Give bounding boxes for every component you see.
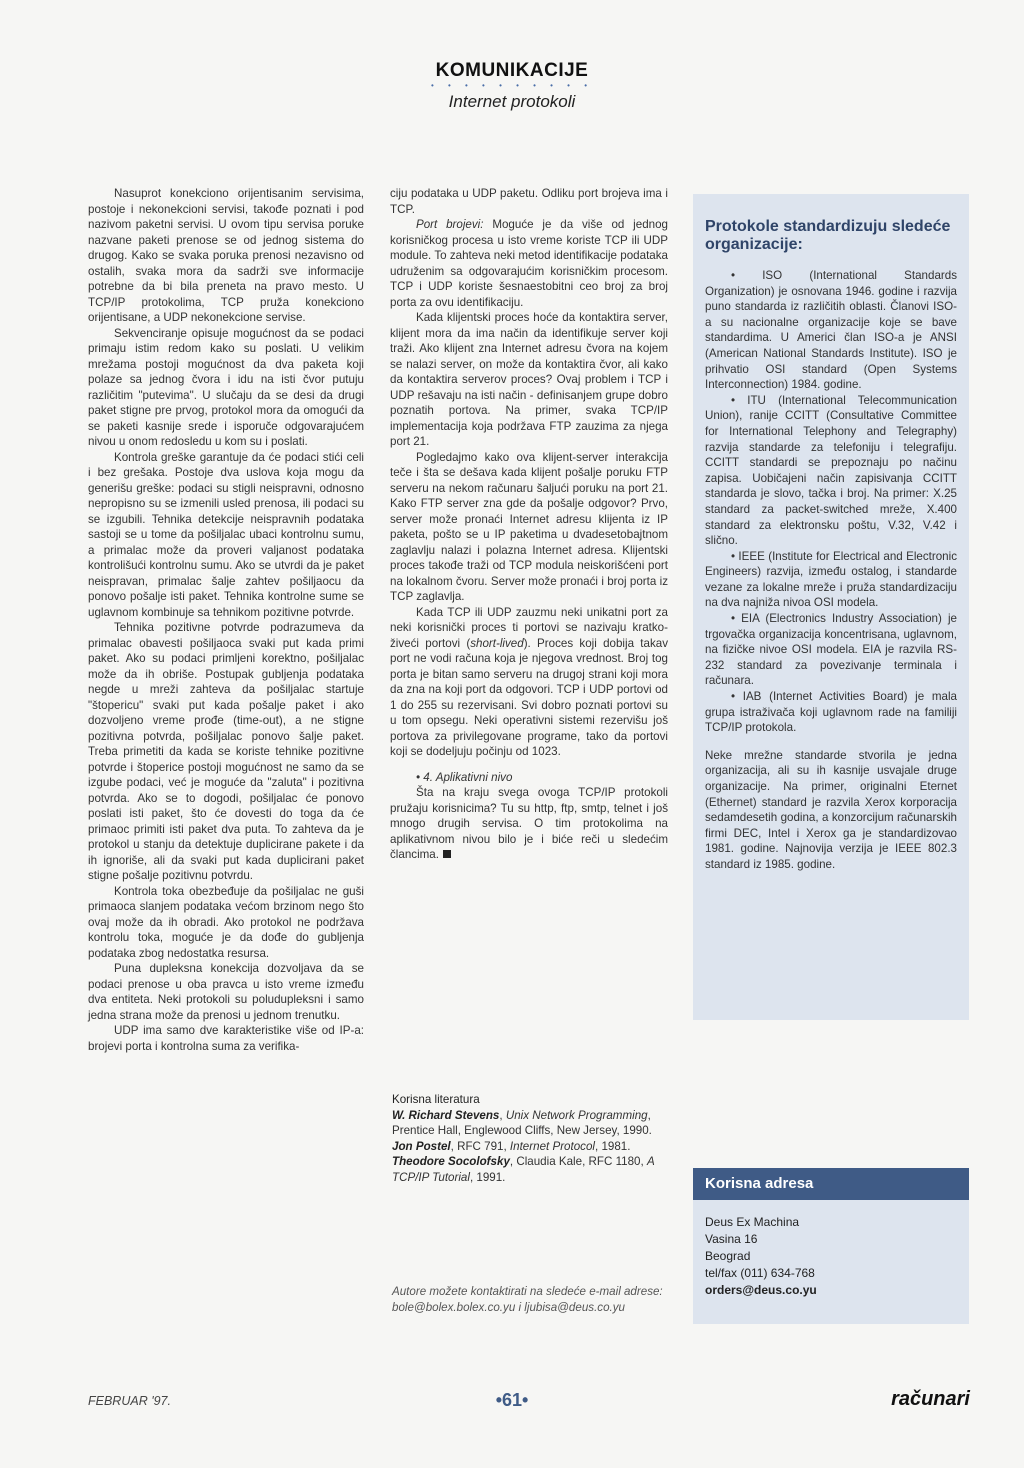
paragraph: Pogledajmo kako ova klijent-server interakcija teče i šta se dešava kada klijent pošalje poruku FTP serveru na nekom računaru šaljući poruku na port 21. Kako FTP server zna gde da pošalje odgovor? Prvo, server može pronaći Internet adresu klijenta iz IP paketa, pošto se u IP paketima u dvadesetobajtnom zaglavlju nalazi i polazna Internet adresa. Klijentski proces takođe traži od TCP modula neiskorišćeni port na lokalnom čvoru. Server može pronaći i broj porta iz TCP zaglavlja.: [390, 450, 668, 603]
ref-sep: ,: [499, 1108, 506, 1122]
paragraph: UDP ima samo dve karakteristike više od IP-a: brojevi porta i kontrolna suma za verifika-: [88, 1024, 364, 1053]
paragraph: Kontrola toka obezbeđuje da pošiljalac ne guši primaoca slanjem podataka većom brzinom nego što ovaj može da ih obradi. Ako protokol ne podržava kontrolu toka, moguće je da dođe do gubljenja podataka zbog nedostatka resursa.: [88, 884, 364, 960]
paragraph: Nasuprot konekciono orijentisanim servisima, postoje i nekonekcioni servisi, takođe poznati i pod nazivom paketni servisi. U ovom tipu servisa poruke nazvane paketi prenose se od jednog sistema do drugog. Kako se svaka poruka prenosi nezavisno od ostalih, svaka mora da sadrži sve informacije potrebne da bi bila preneta na pravo mesto. U TCP/IP protokolima, TCP pruža konekciono orijentisane, a UDP nekonekcione servise.: [88, 187, 364, 324]
ref-rest: , 1991.: [469, 1170, 506, 1184]
list-item: • EIA (Electronics Industry Association) je trgovačka organizacija koncentrisana, uglavnom, na fizičke nivoe OSI modela. EIA je razvila RS-232 standard za povezivanje terminala i računara.: [705, 612, 957, 688]
ref-author: Theodore Socolofsky: [392, 1155, 510, 1168]
column-middle: [390, 186, 668, 863]
company-name: Deus Ex Machina: [705, 1215, 800, 1229]
paragraph: Sekvenciranje opisuje mogućnost da se podaci primaju istim redom kako su poslati. U velikim mrežama postoji mogućnost da dva paketa koji polaze sa jednog čvora i idu na isti čvor putuju različitim "putevima". U slučaju da se desi da drugi paket stigne pre prvog, protokol mora da omogući da se paketi kasnije srede i isporuče odgovarajućem nivou u onom redosledu u kom su i poslati.: [88, 326, 364, 448]
sidebar-standards-box: [693, 194, 969, 1020]
paragraph: [390, 605, 668, 760]
email: orders@deus.co.yu: [705, 1283, 817, 1297]
section-heading: • 4. Aplikativni nivo: [416, 770, 513, 784]
reference-item: [392, 1139, 668, 1155]
end-mark-icon: [443, 850, 451, 858]
italic-term: short-lived: [470, 636, 524, 650]
ref-rest: , 1981.: [595, 1139, 631, 1153]
ref-author: Jon Postel: [392, 1139, 451, 1153]
article-subtitle: Internet protokoli: [448, 92, 576, 111]
ref-title: Unix Network Programming: [505, 1108, 648, 1122]
page-number: •61•: [495, 1390, 529, 1410]
port-label: Port brojevi:: [416, 218, 484, 231]
phone: tel/fax (011) 634-768: [705, 1266, 815, 1280]
address-box: [693, 1168, 969, 1324]
issue-date: FEBRUAR '97.: [88, 1394, 171, 1408]
ref-title: Internet Protocol: [509, 1139, 595, 1153]
paragraph-text: Šta na kraju svega ovoga TCP/IP protokoli pružaju korisnicima? Tu su http, ftp, smtp, telnet i još mnogo drugih servisa. O tim protokolima na aplikativnom nivou bilo je i biće reči u sledećim člancima.: [390, 786, 668, 861]
references: [392, 1092, 668, 1185]
author-contact: Autore možete kontaktirati na sledeće e-mail adrese: bole@bolex.bolex.co.yu i ljubisa@deus.co.yu: [392, 1285, 663, 1314]
sidebar-closing: Neke mrežne standarde stvorila je jedna organizacija, ali su ih kasnije usvajale druge organizacije. Na primer, originalni Eternet (Ethernet) standard je razvila Xerox korporacija sedamdesetih godina, a konzorcijum računarskih firmi DEC, Intel i Xerox ga je standardizovao 1981. godine. Najnovija verzija je IEEE 802.3 standard iz 1985. godine.: [705, 748, 957, 871]
address-body: [693, 1200, 969, 1299]
list-item: • ISO (International Standards Organization) je osnovana 1946. godine i razvija puno standarda iz različitih oblasti. Članovi ISO-a su nacionalne organizacije koje se bave standardima. U Americi član ISO-a je ANSI (American National Standards Institute). ISO je prihvatio OSI standard (Open Systems Interconnection) 1984. godine.: [705, 269, 957, 392]
paragraph-text: Kada TCP ili UDP zauzmu neki unikatni port za neki korisnički proces ti portovi se nazivaju kratko-živeći portovi (: [390, 605, 668, 650]
section-title: KOMUNIKACIJE: [435, 60, 589, 81]
city: Beograd: [705, 1249, 751, 1263]
list-item: • IAB (Internet Activities Board) je mala grupa istraživača koji uglavnom rade na familiji TCP/IP protokola.: [705, 690, 957, 735]
paragraph: [390, 217, 668, 310]
ref-rest: , Prentice Hall, Englewood Cliffs, New Jersey, 1990.: [392, 1108, 652, 1137]
reference-item: [392, 1154, 668, 1185]
decorative-dots: • • • • • • • • • •: [430, 81, 593, 90]
ref-rest: , RFC 791,: [450, 1139, 510, 1153]
references-title: Korisna literatura: [392, 1093, 480, 1106]
sidebar-body: [705, 268, 957, 873]
street: Vasina 16: [705, 1232, 758, 1246]
list-item: • IEEE (Institute for Electrical and Electronic Engineers) razvija, između ostalog, i standarde vezane za lokalne mreže i pruža standardizaciju na dva najniža nivoa OSI modela.: [705, 549, 957, 610]
address-title: Korisna adresa: [693, 1168, 969, 1200]
paragraph: Tehnika pozitivne potvrde podrazumeva da primalac obavesti pošiljaoca svaki put kada primi paket. Ako su podaci primljeni korektno, pošiljalac može da ih obriše. Postupak gubljenja podataka negde u mreži zahteva da pošiljalac startuje "štopericu" svaki put kada pošalje paket i ako dozvoljeno vreme prođe (time-out), a ne stigne pozitivna potvrda, pošiljalac ponovo šalje paket. Treba primetiti da kada se koriste tehnike pozitivne potvrde i štoperice postoji mogućnost ne samo da se izgube podaci, već je moguće da "zaluta" i pozitivna potvrda. Ako se to dogodi, pošiljalac će ponovo poslati isti paket, što će dovesti do toga da će primaoc primiti isti paket dva puta. To zahteva da je protokol u stanju da detektuje duplicirane pakete i da ih ignoriše, ali da svaki put kada duplicirani paket stigne pošalje pozitivnu potvrdu.: [88, 621, 364, 882]
paragraph: ciju podataka u UDP paketu. Odliku port broјeva ima i TCP.: [390, 187, 668, 216]
column-left: [88, 186, 364, 1054]
ref-rest: , Claudia Kale, RFC 1180,: [509, 1155, 647, 1168]
paragraph: [390, 785, 668, 863]
sidebar-title: Protokole standardizuju sledeće organizacije:: [705, 218, 951, 253]
paragraph: Kada klijentski proces hoće da kontaktira server, klijent mora da ima način da identifikuje server koji traži. Ako klijent zna Internet adresu čvora na kojem se nalazi server, on može da kontaktira čvor, ali kako da kontaktira serverov proces? Ovaj problem i TCP i UDP rešavaju na isti način - definisanjem grupe dobro poznatih portova. Na primer, svaka TCP/IP implementacija koja podržava FTP zauzima za njega port 21.: [390, 311, 668, 448]
page-header: [0, 60, 1024, 112]
list-item: • ITU (International Telecommunication Union), ranije CCITT (Consultative Committee for International Telephony and Telegraphy) razvija standarde za telefoniju i telegrafiju. CCITT standardi se prepoznaju po načinu zapisa. Uobičajeni način zapisivanja CCITT standarda je slovo, tačka i broj. Na primer: X.25 standard za packet-switched mreže, X.400 standard za elektronsku poštu, V.32, V.42 i slično.: [705, 393, 957, 548]
paragraph: Kontrola greške garantuje da će podaci stići celi i bez grešaka. Postoje dva uslova koja mogu da generišu greške: podaci su stigli neispravni, odnosno nepropisno su se izmenili usled prenosa, ili podaci su se izgubili. Tehnika detekcije neispravnih podataka sastoji se u tome da pošiljalac ubaci kontrolnu sumu, a primalac može da proveri valjanost podataka kontrolišući kontrolnu sumu. Ako se utvrdi da je paket neispravan, primalac šalje zahtev pošiljaocu da ponovo pošalje isti paket. Tehnika kontrolne sume se uglavnom kombinuje sa tehnikom pozitivne potvrde.: [88, 450, 364, 619]
paragraph-text: Moguće je da više od jednog korisničkog procesa u isto vreme koriste TCP ili UDP module. To zahteva neki metod identifikacije podataka udruženim sa odgovarajućim korisničkim procesom. TCP i UDP koriste šesnaestobitni ceo broj za broj porta za ovu identifikaciju.: [390, 218, 669, 309]
paragraph: Puna dupleksna konekcija dozvoljava da se podaci prenose u oba pravca u isto vreme između dva entiteta. Neki protokoli su poludupleksni i samo jedna strana može da prenosi u jednom trenutku.: [88, 962, 364, 1022]
paragraph-text: ). Proces koji dobija takav port ne vodi računa koja je njegova vrednost. Broj tog porta je bitan samo serveru na drugoj strani koji mora da zna na koji port da odgovori. TCP i UDP portovi od 1 do 255 su rezervisani. Svi dobro poznati portovi su u tom opsegu. Neki operativni sistemi rezervišu još portova za privilegovane programe, tako da portovi koji se dodeljuju počinju od 1023.: [390, 636, 668, 758]
reference-item: [392, 1108, 668, 1139]
magazine-logo: računari: [891, 1388, 970, 1410]
ref-title: A TCP/IP Tutorial: [392, 1155, 655, 1184]
ref-author: W. Richard Stevens: [392, 1108, 500, 1122]
